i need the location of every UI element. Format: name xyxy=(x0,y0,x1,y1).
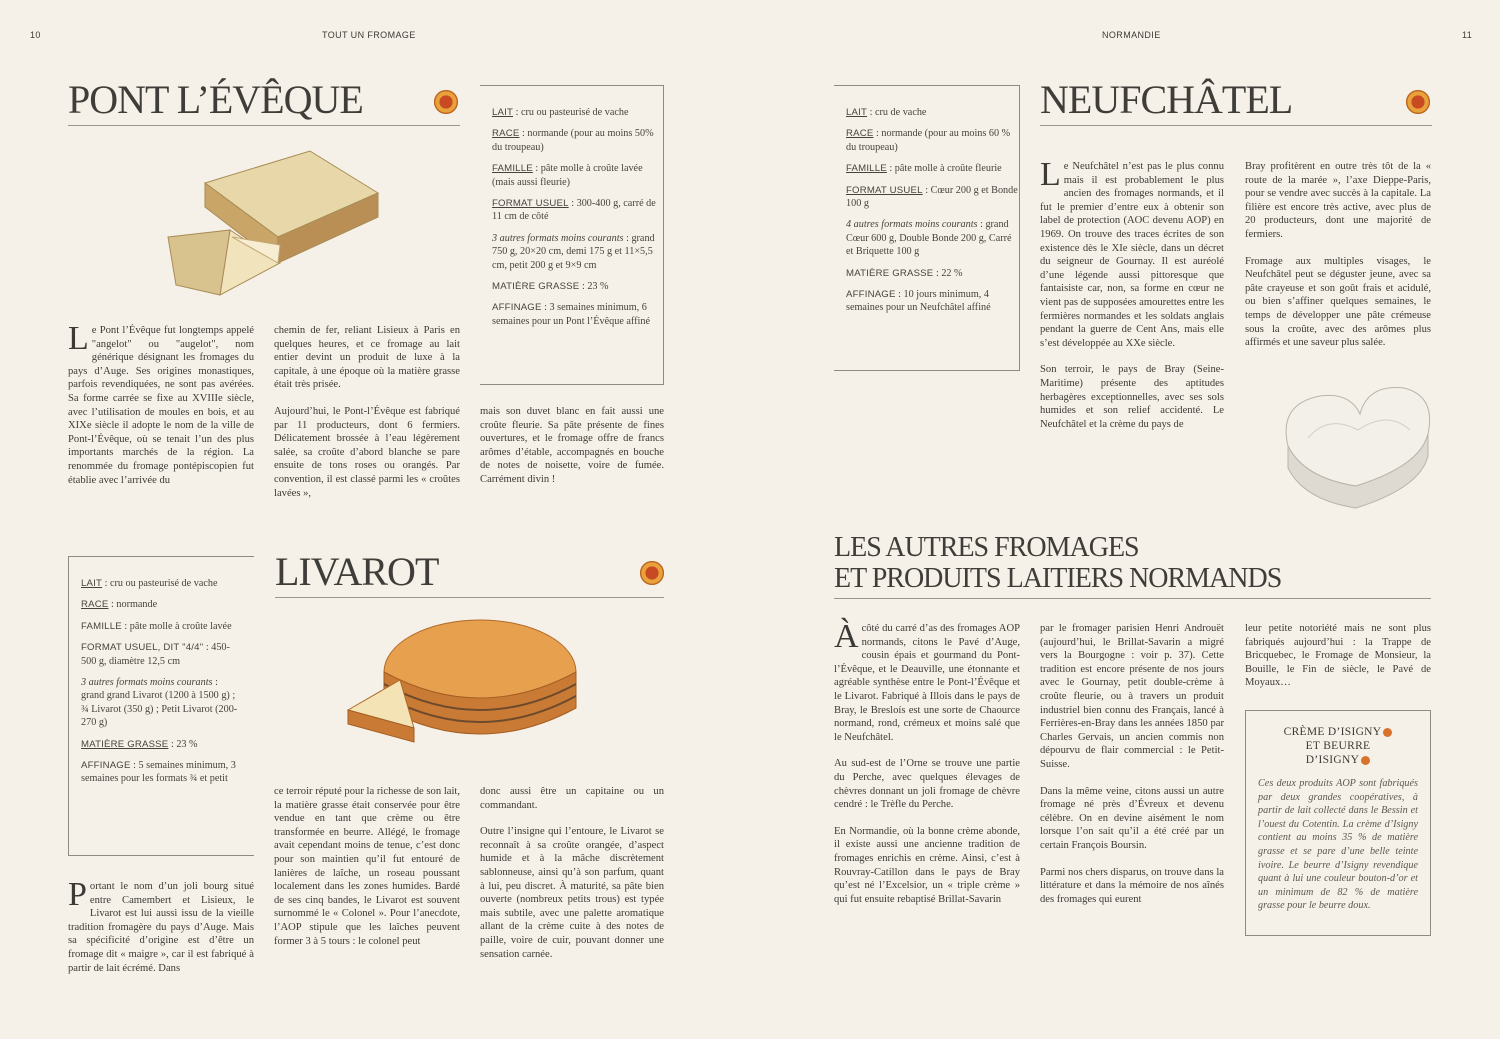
pont-spec-matiere-grasse: MATIÈRE GRASSE : 23 % xyxy=(492,281,609,293)
livarot-title: LIVAROT xyxy=(275,549,439,594)
running-head-section: NORMANDIE xyxy=(1102,30,1161,40)
pont-text-col2: chemin de fer, reliant Lisieux à Paris en quelques heures, et ce fromage au lait entier devint un produit de luxe à la capitale, à une époque où la matière grasse était très prisée. Aujourd’hui, le Pont-l’Évêque est fabriqué par 11 producteurs, dont 6 fermiers. Délicatement brossée à l’eau légèrement salée, sa croûte d’abord blanche se pare ensuite de tons roses ou orangés. Par convention, il est classé parmi les « croûtes lavées », xyxy=(274,325,460,499)
livarot-title-rule xyxy=(275,597,664,598)
autres-title xyxy=(834,532,1281,594)
autres-text-col2: par le fromager parisien Henri Androuët (aujourd’hui, le Brillat-Savarin a migré vers la Bourgogne : voir p. 37). Cette tradition est encore présente de nos jours avec le Gournay, petit double-crème à croûte fleurie, ou à travers un produit industriel bien connu des Français, lancé à Ferrières-en-Bray dans les années 1850 par Charles Gervais, un ancien commis non dépourvu de flair commercial : le Petit-Suisse. Dans la même veine, citons aussi un autre fromage né près d’Évreux et devenu célèbre. On en devine aisément le nom lorsque l’on sait qu’il a été créé par un certain François Boursin. Parmi nos chers disparus, on trouve dans la littérature et dans la mémoire de nos aînés des fromages qui eurent xyxy=(1040,623,1224,905)
neufchatel-spec-box xyxy=(834,85,1020,371)
pont-spec-famille: FAMILLE : pâte molle à croûte lavée (mais aussi fleurie) xyxy=(492,163,643,188)
pont-title-rule xyxy=(68,125,460,126)
autres-title-line1: LES AUTRES FROMAGES xyxy=(834,532,1139,563)
page-number-left: 10 xyxy=(30,30,41,40)
aop-seal-icon xyxy=(1406,90,1430,114)
aop-seal-icon xyxy=(1361,756,1370,765)
livarot-cheese-illustration xyxy=(340,610,580,760)
neufchatel-spec-format: FORMAT USUEL : Cœur 200 g et Bonde 100 g xyxy=(846,184,1018,210)
autres-text-col3: leur petite notoriété mais ne sont plus fabriqués aujourd’hui : la Trappe de Bricquebec, le Fromage de Monsieur, la Bouille, le Fin de siècle, le Pavé de Moyaux… xyxy=(1245,623,1431,689)
autres-text-col1: À côté du carré d’as des fromages AOP normands, citons le Pavé d’Auge, cousin épais et gourmand du Pont-l’Évêque, et le Deauville, une étonnante et agréable synthèse entre le Pont-l’Évêque et le Livarot. Fabriqué à Illois dans le pays de Bray, le Bresloís est une sorte de Chaource normand, rond, crémeux et moins salé que le Neufchâtel. Au sud-est de l’Orne se trouve une partie du Perche, avec quelques élevages de chèvres donnant un joli fromage de chèvre cendré : le Trèfle du Perche. En Normandie, où la bonne crème abonde, il existe aussi une ancienne tradition de fromages enrichis en crème. Ainsi, c’est à Rouvray-Catillon dans le pays de Bray qu’est né l’Excelsior, un « triple crème » qui fut ensuite rebaptisé Brillat-Savarin xyxy=(834,618,1020,905)
autres-title-line2: ET PRODUITS LAITIERS NORMANDS xyxy=(834,563,1282,594)
isigny-sidebox-title: CRÈME D’ISIGNY ET BEURRE D’ISIGNY xyxy=(1258,725,1418,767)
livarot-spec-affinage: AFFINAGE : 5 semaines minimum, 3 semaines pour les formats ¾ et petit xyxy=(81,760,236,785)
livarot-spec-famille: FAMILLE : pâte molle à croûte lavée xyxy=(81,620,232,632)
pont-spec-lait: LAIT : cru ou pasteurisé de vache xyxy=(492,107,629,118)
pont-text-col1: Le Pont l’Évêque fut longtemps appelé "angelot" ou "augelot", nom générique désignant les fromages du pays d’Auge. Ses origines monastiques, parfois revendiquées, ne sont pas avérées. Sa forme carrée se fixe au XVIIIe siècle, avec l’utilisation de moules en bois, et au XIXe siècle il adopte le nom de la ville de Pont-l’Évêque, où se tenait l’un des plus importants marchés de la région. La renommée du fromage pontépiscopien fut établie avec l’arrivée du xyxy=(68,320,254,486)
neufchatel-spec-lait: LAIT : cru de vache xyxy=(846,107,927,118)
pont-leveque-cheese-illustration xyxy=(160,145,390,305)
neufchatel-spec-famille: FAMILLE : pâte molle à croûte fleurie xyxy=(846,163,1002,175)
livarot-spec-format: FORMAT USUEL, DIT "4/4" : 450-500 g, diamètre 12,5 cm xyxy=(81,642,230,667)
aop-seal-icon xyxy=(434,90,458,114)
livarot-text-col3: donc aussi être un capitaine ou un commandant. Outre l’insigne qui l’entoure, le Livarot se reconnaît à sa croûte orangée, d’aspect humide et à la mâche discrètement sablonneuse, ainsi qu’à son parfum, quant à lui, peu discret. À maturité, sa pâte bien ouverte (nombreux petits trous) est typée mais subtile, avec une palette aromatique allant de la crème cuite à des notes de paille, voire de cuir, pouvant donner une sensation carnée. xyxy=(480,786,664,960)
livarot-spec-lait: LAIT : cru ou pasteurisé de vache xyxy=(81,578,218,589)
livarot-spec-box xyxy=(68,556,254,856)
pont-spec-race: RACE : normande (pour au moins 50% du troupeau) xyxy=(492,128,654,153)
neufchatel-heart-cheese-illustration xyxy=(1268,374,1438,514)
pont-title: PONT L’ÉVÊQUE xyxy=(68,77,363,122)
neufchatel-title: NEUFCHÂTEL xyxy=(1040,77,1293,122)
neufchatel-spec-autres: 4 autres formats moins courants : grand Cœur 600 g, Double Bonde 200 g, Carré et Briquette 100 g xyxy=(846,219,1012,258)
pont-spec-box xyxy=(480,85,664,385)
livarot-spec-matiere-grasse: MATIÈRE GRASSE : 23 % xyxy=(81,738,198,750)
livarot-spec-race: RACE : normande xyxy=(81,599,158,611)
isigny-sidebox xyxy=(1245,710,1431,936)
running-head-book-title: TOUT UN FROMAGE xyxy=(322,30,416,40)
autres-title-rule xyxy=(834,598,1431,599)
neufchatel-spec-affinage: AFFINAGE : 10 jours minimum, 4 semaines pour un Neufchâtel affiné xyxy=(846,289,991,314)
pont-spec-format: FORMAT USUEL : 300-400 g, carré de 11 cm de côté xyxy=(492,198,656,223)
pont-text-col3: mais son duvet blanc en fait aussi une croûte fleurie. Sa pâte présente de fines ouvertures, et le fromage offre de francs arômes d’étable, accompagnés en bouche de notes de noisette, voire de fumée. Carrément divin ! xyxy=(480,406,664,485)
livarot-text-col2: ce terroir réputé pour la richesse de son lait, la matière grasse était conservée pour être vendue en tant que crème ou être transformée en beurre. Allégé, le fromage avait cependant moins de tenue, c’est donc pour son maintien qu’il fut entouré de lanières de laîche, un roseau poussant localement dans les zones humides. Bardé de ses cinq bandes, le Livarot est souvent surnommé le « Colonel ». Pour l’anecdote, l’AOP stipule que les laîches peuvent former 3 à 5 tours : le colonel peut xyxy=(274,786,460,947)
pont-spec-affinage: AFFINAGE : 3 semaines minimum, 6 semaines pour un Pont l’Évêque affiné xyxy=(492,302,650,327)
neufchatel-text-col1: Le Neufchâtel n’est pas le plus connu mais il est probablement le plus ancien des fromages normands, et il fut le premier d’entre eux à obtenir son label de protection (AOC devenu AOP) en 1969. On trouve des traces écrites de son existence dès le XIe siècle, dans un décret du seigneur de Gournay. Il est auréolé d’une légende aussi pittoresque que fantaisiste car, non, sa forme en cœur ne vient pas de supposées amourettes entre les fermières normandes et les soldats anglais pendant la guerre de Cent Ans, mais elle s’est développée au XXe siècle. Son terroir, le pays de Bray (Seine-Maritime) présente des aptitudes herbagères exceptionnelles, avec ses sols humides et son relief accidenté. Le Neufchâtel et la crème du pays de xyxy=(1040,156,1224,430)
neufchatel-text-col2: Bray profitèrent en outre très tôt de la « route de la marée », l’axe Dieppe-Paris, pour se vendre avec succès à la capitale. La filière est encore très active, avec plus de 20 producteurs, dont une majorité de fermiers. Fromage aux multiples visages, le Neufchâtel peut se déguster jeune, avec sa pâte crayeuse et son goût frais et acidulé, ou bien s’affiner quelques semaines, le temps de développer une pâte crémeuse sous la croûte, avec des arômes plus affirmés et une saveur plus salée. xyxy=(1245,161,1431,349)
pont-spec-autres: 3 autres formats moins courants : grand 750 g, 20×20 cm, demi 175 g et 11×5,5 cm, petit 200 g et 9×9 cm xyxy=(492,232,655,271)
livarot-spec-autres: 3 autres formats moins courants : grand grand Livarot (1200 à 1500 g) ; ¾ Livarot (350 g) ; Petit Livarot (200-270 g) xyxy=(81,677,238,729)
neufchatel-spec-race: RACE : normande (pour au moins 60 % du troupeau) xyxy=(846,128,1011,153)
aop-seal-icon xyxy=(640,561,664,585)
livarot-text-col1: Portant le nom d’un joli bourg situé entre Camembert et Lisieux, le Livarot est lui aussi issu de la vieille tradition fromagère du pays d’Auge. Mais sa spécificité d’origine est d’être un fromage dit « maigre », car il est fabriqué à partir de lait écrémé. Dans xyxy=(68,876,254,974)
aop-seal-icon xyxy=(1383,728,1392,737)
isigny-sidebox-body: Ces deux produits AOP sont fabriqués par deux grandes coopératives, à partir de lait collecté dans le Bessin et l’ouest du Cotentin. La crème d’Isigny contient au moins 35 % de matière grasse et se pare d’une belle teinte ivoire. Le beurre d’Isigny revendique quant à lui une couleur bouton-d’or et un minimum de 82 % de matière grasse pour le beurre doux. xyxy=(1258,778,1418,912)
page-number-right: 11 xyxy=(1462,30,1473,40)
neufchatel-spec-matiere-grasse: MATIÈRE GRASSE : 22 % xyxy=(846,267,963,279)
neufchatel-title-rule xyxy=(1040,125,1432,126)
